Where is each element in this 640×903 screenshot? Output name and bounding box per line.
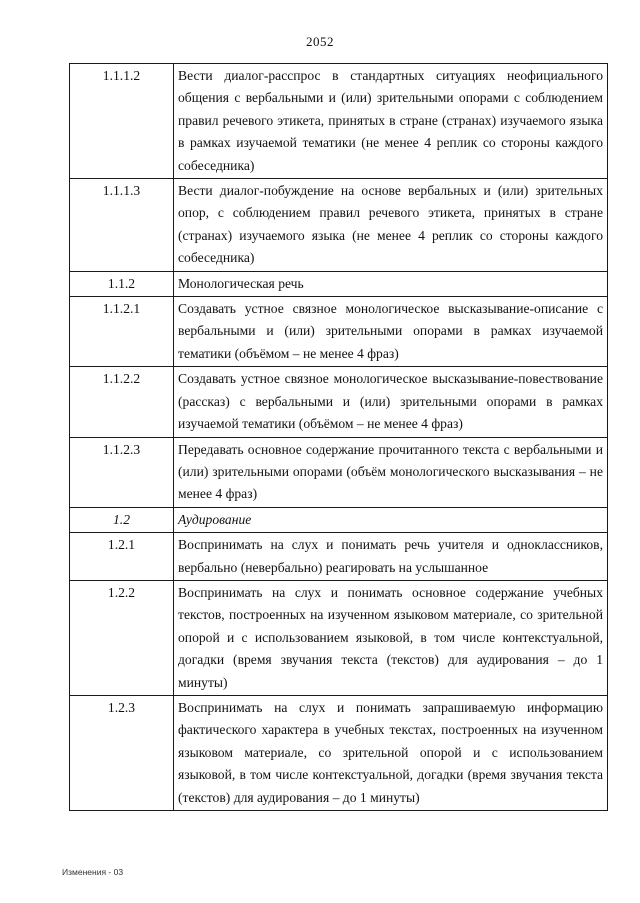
row-text: Создавать устное связное монологическое высказывание-описание с вербальными и (или) зрительными опорами в рамках изучаемой тематики (объёмом – не менее 4 фраз) [174, 297, 608, 367]
row-code: 1.2.2 [70, 580, 174, 695]
row-code: 1.2.1 [70, 533, 174, 581]
table-row [70, 695, 608, 810]
row-text: Создавать устное связное монологическое высказывание-повествование (рассказ) с вербальными и (или) зрительными опорами в рамках изучаемой тематики (объёмом – не менее 4 фраз) [174, 367, 608, 437]
row-code: 1.1.2.2 [70, 367, 174, 437]
table-row [70, 297, 608, 367]
row-text: Воспринимать на слух и понимать речь учителя и одноклассников, вербально (невербально) реагировать на услышанное [174, 533, 608, 581]
table-row [70, 271, 608, 296]
row-code: 1.1.1.3 [70, 179, 174, 272]
section-row [70, 507, 608, 532]
table-row [70, 580, 608, 695]
table-row [70, 367, 608, 437]
table-row [70, 179, 608, 272]
page-number: 2052 [306, 34, 334, 49]
row-text: Вести диалог-побуждение на основе вербальных и (или) зрительных опор, с соблюдением правил речевого этикета, принятых в стране (странах) изучаемого языка (не менее 4 реплик со стороны каждого собеседника) [174, 179, 608, 272]
row-code: 1.1.1.2 [70, 64, 174, 179]
table-row [70, 533, 608, 581]
row-text: Вести диалог-расспрос в стандартных ситуациях неофициального общения с вербальными и (или) зрительными опорами с соблюдением правил речевого этикета, принятых в стране (странах) изучаемого языка в рамках изучаемой тематики (не менее 4 реплик со стороны каждого собеседника) [174, 64, 608, 179]
row-text: Воспринимать на слух и понимать основное содержание учебных текстов, построенных на изученном языковом материале, со зрительной опорой и с использованием языковой, в том числе контекстуальной, догадки (время звучания текста (текстов) для аудирования – до 1 минуты) [174, 580, 608, 695]
section-code: 1.2 [70, 507, 174, 532]
requirements-table [69, 63, 608, 811]
table-row [70, 64, 608, 179]
row-code: 1.1.2.1 [70, 297, 174, 367]
row-code: 1.2.3 [70, 695, 174, 810]
table-row [70, 437, 608, 507]
revision-note: Изменения - 03 [62, 867, 124, 877]
row-text: Монологическая речь [174, 271, 608, 296]
row-code: 1.1.2.3 [70, 437, 174, 507]
row-text: Воспринимать на слух и понимать запрашиваемую информацию фактического характера в учебных текстах, построенных на изученном языковом материале, со зрительной опорой и с использованием языковой, в том числе контекстуальной, догадки (время звучания текста (текстов) для аудирования – до 1 минуты) [174, 695, 608, 810]
row-code: 1.1.2 [70, 271, 174, 296]
section-title: Аудирование [174, 507, 608, 532]
row-text: Передавать основное содержание прочитанного текста с вербальными и (или) зрительными опорами (объём монологического высказывания – не менее 4 фраз) [174, 437, 608, 507]
